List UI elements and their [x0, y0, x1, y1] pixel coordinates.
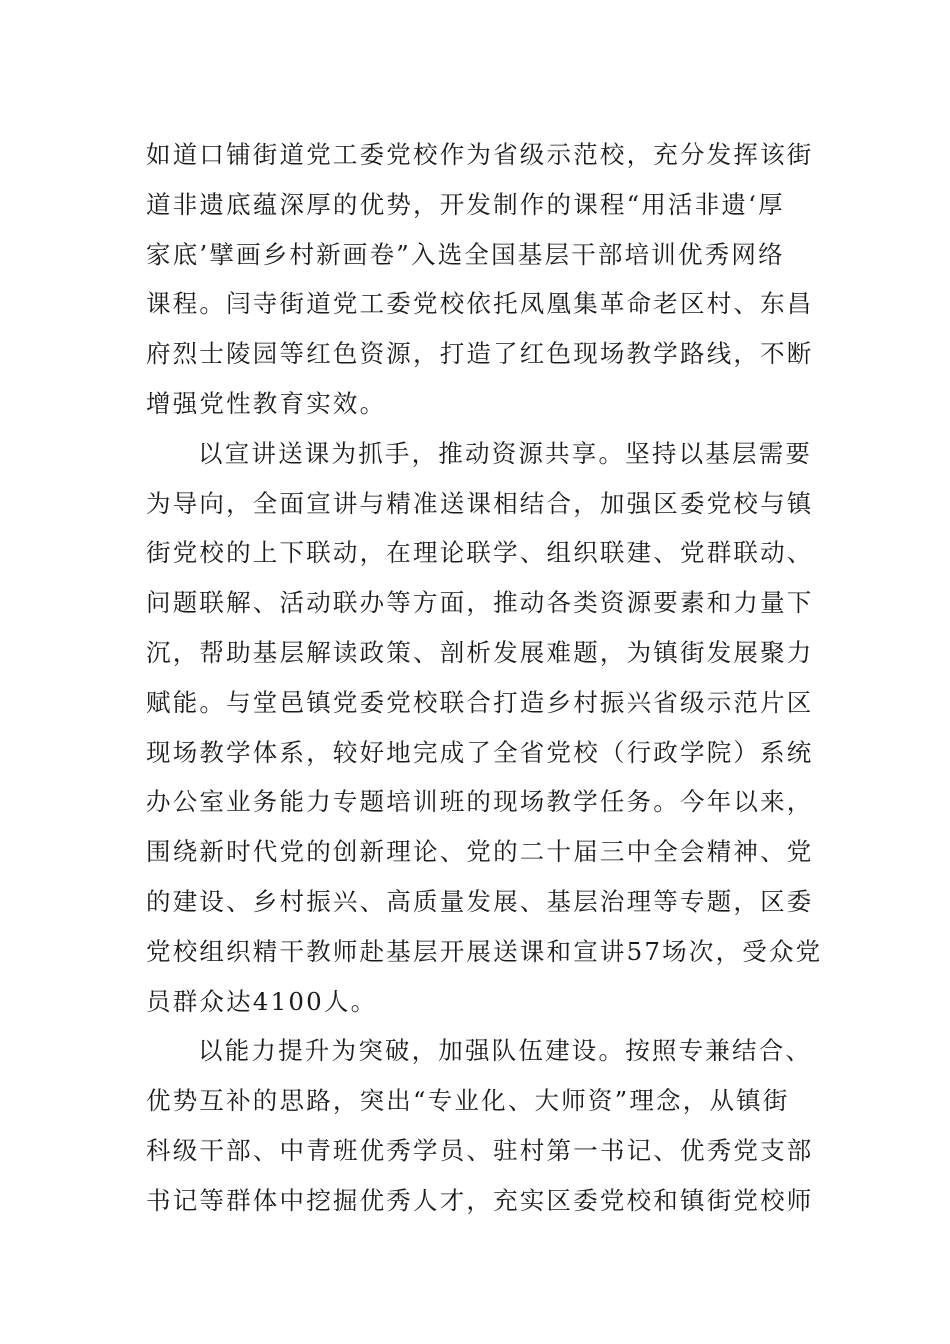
text-line: 办公室业务能力专题培训班的现场教学任务。今年以来， [146, 787, 814, 817]
text-line: 道非遗底蕴深厚的优势，开发制作的课程“用活非遗‘厚 [146, 189, 785, 219]
text-line: 家底’擘画乡村新画卷”入选全国基层干部培训优秀网络 [146, 239, 785, 269]
text-line: 问题联解、活动联办等方面，推动各类资源要素和力量下 [146, 588, 814, 618]
text-line-first: 以能力提升为突破，加强队伍建设。按照专兼结合、 [198, 1036, 813, 1066]
text-line: 课程。闫寺街道党工委党校依托凤凰集革命老区村、东昌 [146, 289, 814, 319]
text-line: 如道口铺街道党工委党校作为省级示范校，充分发挥该街 [146, 140, 814, 169]
text-line: 街党校的上下联动，在理论联学、组织联建、党群联动、 [146, 538, 814, 568]
document-body [146, 130, 823, 1226]
text-line: 员群众达4100人。 [146, 986, 378, 1016]
text-line-first: 以宣讲送课为抓手，推动资源共享。坚持以基层需要 [198, 438, 813, 468]
text-line: 增强党性教育实效。 [146, 388, 387, 418]
text-line: 围绕新时代党的创新理论、党的二十届三中全会精神、党 [146, 837, 814, 867]
text-line: 科级干部、中青班优秀学员、驻村第一书记、优秀党支部 [146, 1135, 814, 1165]
text-line: 为导向，全面宣讲与精准送课相结合，加强区委党校与镇 [146, 488, 814, 518]
paragraph-2 [146, 429, 823, 1027]
text-line: 党校组织精干教师赴基层开展送课和宣讲57场次，受众党 [146, 936, 823, 966]
text-line: 优势互补的思路，突出“专业化、大师资”理念，从镇街 [146, 1086, 790, 1116]
paragraph-1 [146, 130, 814, 429]
text-line: 府烈士陵园等红色资源，打造了红色现场教学路线，不断 [146, 339, 814, 369]
text-line: 现场教学体系，较好地完成了全省党校（行政学院）系统 [146, 737, 814, 767]
text-line: 书记等群体中挖掘优秀人才，充实区委党校和镇街党校师 [146, 1185, 814, 1215]
text-line: 的建设、乡村振兴、高质量发展、基层治理等专题，区委 [146, 886, 814, 916]
text-line: 沉，帮助基层解读政策、剖析发展难题，为镇街发展聚力 [146, 637, 814, 667]
text-line: 赋能。与堂邑镇党委党校联合打造乡村振兴省级示范片区 [146, 687, 814, 717]
paragraph-3 [146, 1026, 814, 1225]
